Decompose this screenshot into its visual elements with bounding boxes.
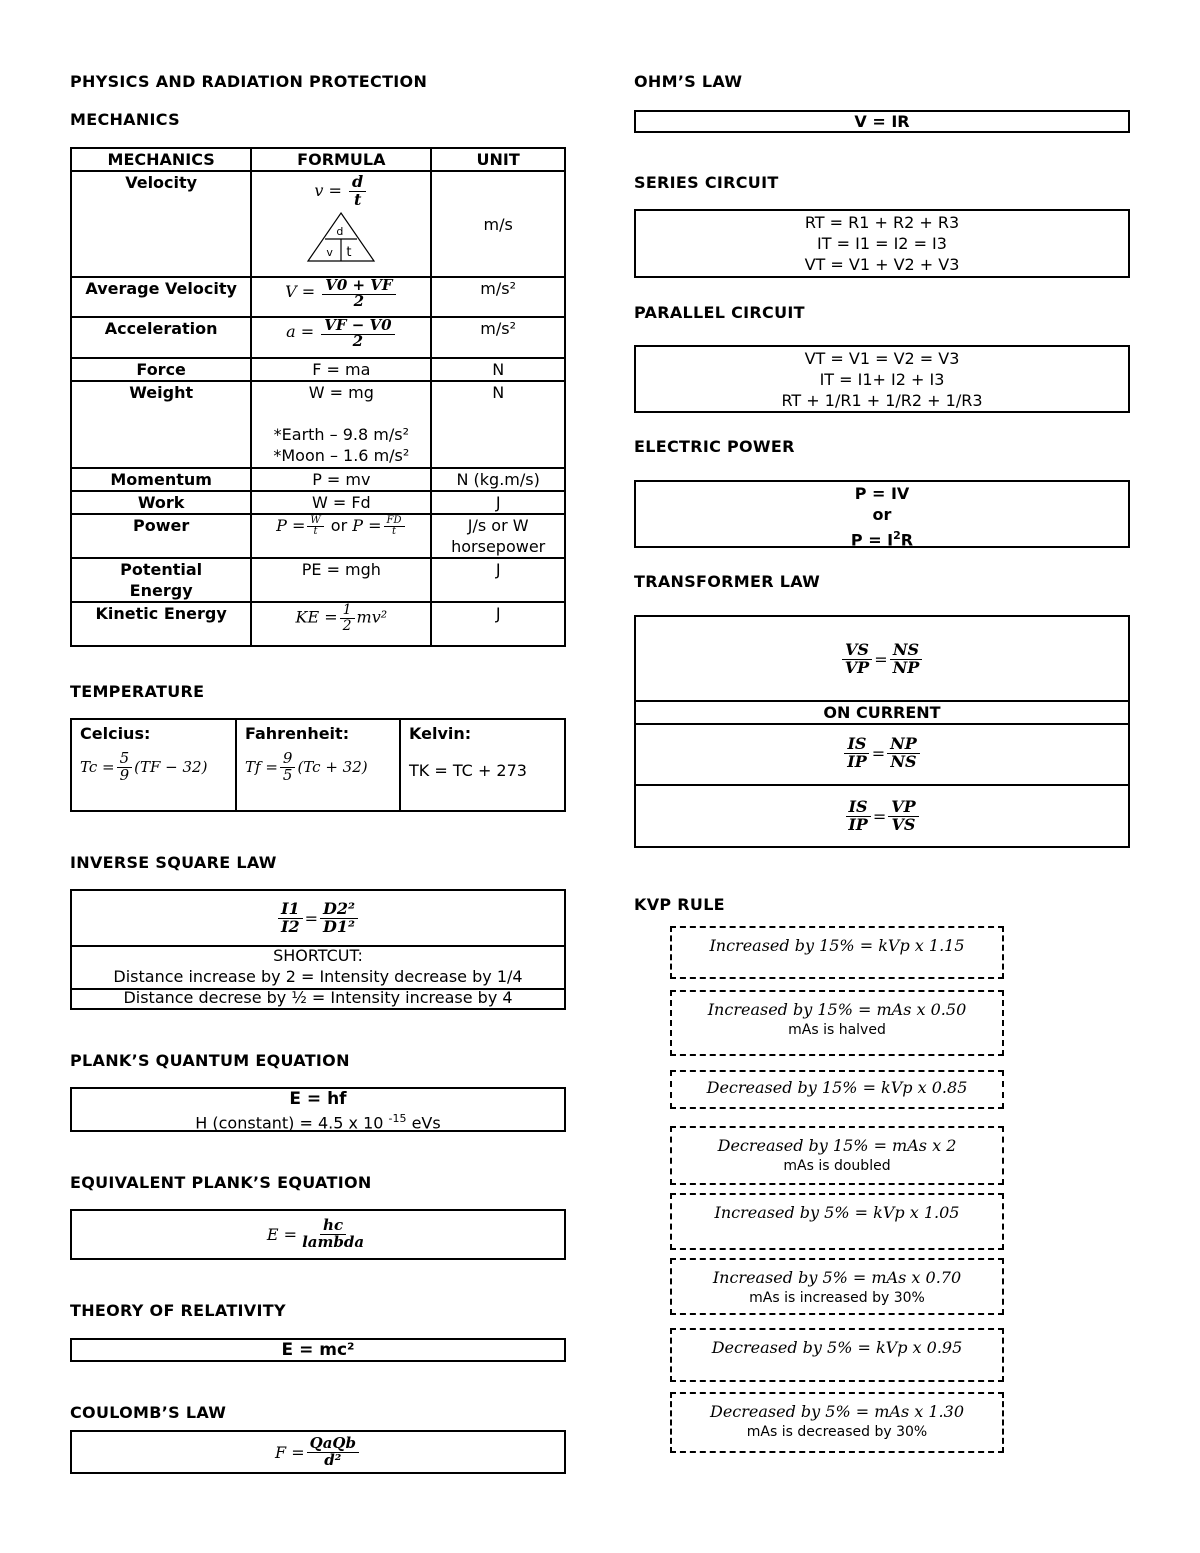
- velocity-formula: v = $\frac{d}{t}$ d v t: [251, 171, 431, 277]
- table-row: [71, 317, 565, 358]
- transformer-formula-voltage: $\frac{VS}{VP}$ = $\frac{NS}{NP}$: [636, 617, 1128, 702]
- temperature-heading: TEMPERATURE: [70, 682, 205, 701]
- power-formula: P = $\frac{W}{t}$ or P = $\frac{FD}{t}$: [251, 514, 431, 558]
- momentum-unit: N (kg.m/s): [431, 468, 565, 491]
- work-unit: J: [431, 491, 565, 514]
- temperature-box: [70, 718, 566, 812]
- page-title: PHYSICS AND RADIATION PROTECTION: [70, 72, 428, 91]
- table-row: [71, 514, 565, 558]
- coulomb-box: F = $\frac{\text{QaQb}}{\text{d²}}$: [70, 1430, 566, 1474]
- kvp-rule-box: Decreased by 15% = kVp x 0.85: [670, 1070, 1004, 1109]
- parallel-line: RT + 1/R1 + 1/R2 + 1/R3: [781, 391, 983, 410]
- table-row: [71, 602, 565, 646]
- series-box: [634, 209, 1130, 278]
- momentum-label: Momentum: [71, 468, 251, 491]
- acceleration-formula: a = $\frac{VF - V0}{2}$: [251, 317, 431, 358]
- inverse-square-box: [70, 889, 566, 1010]
- kinetic-energy-unit: J: [431, 602, 565, 646]
- plank-formula: E = hf: [289, 1089, 347, 1109]
- potential-energy-unit: J: [431, 558, 565, 602]
- kvp-rule-box: Decreased by 5% = mAs x 1.30 mAs is decreased by 30%: [670, 1392, 1004, 1453]
- avg-velocity-formula: V = $\frac{V0 + VF}{2}$: [251, 277, 431, 317]
- table-row: [71, 381, 565, 468]
- table-row: [71, 171, 565, 277]
- kvp-rule-box: Decreased by 5% = kVp x 0.95: [670, 1328, 1004, 1382]
- force-formula: F = ma: [251, 358, 431, 381]
- velocity-label: Velocity: [71, 171, 251, 277]
- kvp-heading: KVP RULE: [634, 895, 725, 914]
- kelvin-cell: Kelvin: TK = TC + 273: [409, 724, 527, 780]
- kvp-rule-box: Increased by 5% = mAs x 0.70 mAs is increased by 30%: [670, 1258, 1004, 1315]
- transformer-formula-current-1: $\frac{IS}{IP}$ = $\frac{NP}{NS}$: [636, 723, 1128, 783]
- relativity-heading: THEORY OF RELATIVITY: [70, 1301, 286, 1320]
- table-row: [71, 491, 565, 514]
- kvp-rule-box: Decreased by 15% = mAs x 2 mAs is doubled: [670, 1126, 1004, 1185]
- parallel-box: [634, 345, 1130, 413]
- momentum-formula: P = mv: [251, 468, 431, 491]
- series-line: RT = R1 + R2 + R3: [804, 213, 960, 232]
- kvp-rule-box: Increased by 15% = kVp x 1.15: [670, 926, 1004, 979]
- work-formula: W = Fd: [251, 491, 431, 514]
- equiv-plank-box: E = $\frac{hc}{\text{lambda}}$: [70, 1209, 566, 1260]
- col-mechanics: MECHANICS: [71, 148, 251, 171]
- power-line-3: $P = I^2R$: [850, 529, 914, 550]
- equiv-plank-heading: EQUIVALENT PLANK’S EQUATION: [70, 1173, 372, 1192]
- table-row: [71, 358, 565, 381]
- inverse-square-formula: $\frac{I1}{I2}$ = $\frac{\text{D2²}}{\text{D1²}}$: [72, 891, 564, 945]
- velocity-unit: m/s: [431, 171, 565, 277]
- transformer-box: [634, 615, 1130, 848]
- kinetic-energy-formula: KE = $\frac{1}{2}$ mv²: [251, 602, 431, 646]
- electric-power-heading: ELECTRIC POWER: [634, 437, 795, 456]
- relativity-formula: E = mc²: [70, 1338, 566, 1362]
- potential-energy-label: Potential Energy: [71, 558, 251, 602]
- velocity-triangle-icon: d v t: [306, 211, 376, 263]
- plank-heading: PLANK’S QUANTUM EQUATION: [70, 1051, 350, 1070]
- inverse-square-heading: INVERSE SQUARE LAW: [70, 853, 277, 872]
- on-current-label: ON CURRENT: [823, 703, 941, 722]
- weight-formula: W = mg *Earth – 9.8 m/s² *Moon – 1.6 m/s²: [251, 381, 431, 468]
- electric-power-box: [634, 480, 1130, 548]
- transformer-heading: TRANSFORMER LAW: [634, 572, 821, 591]
- parallel-line: IT = I1+ I2 + I3: [819, 370, 945, 389]
- series-line: IT = I1 = I2 = I3: [817, 234, 947, 253]
- force-unit: N: [431, 358, 565, 381]
- celcius-cell: Celcius: Tc = $\frac{5}{9}$ (TF − 32): [72, 720, 237, 810]
- work-label: Work: [71, 491, 251, 514]
- weight-label: Weight: [71, 381, 251, 468]
- kinetic-energy-label: Kinetic Energy: [71, 602, 251, 646]
- avg-velocity-unit: m/s²: [431, 277, 565, 317]
- kvp-rule-box: Increased by 5% = kVp x 1.05: [670, 1193, 1004, 1250]
- table-row: [71, 277, 565, 317]
- ohm-formula: V = IR: [634, 110, 1130, 133]
- col-formula: FORMULA: [251, 148, 431, 171]
- table-row: [71, 558, 565, 602]
- kvp-rule-box: Increased by 15% = mAs x 0.50 mAs is halved: [670, 990, 1004, 1056]
- plank-box: [70, 1087, 566, 1132]
- transformer-formula-current-2: $\frac{IS}{IP}$ = $\frac{VP}{VS}$: [636, 786, 1128, 846]
- table-row: [71, 468, 565, 491]
- mechanics-heading: MECHANICS: [70, 110, 180, 129]
- shortcut-line-2: Distance decrese by ½ = Intensity increase by 4: [123, 988, 513, 1007]
- mechanics-table: [70, 147, 566, 647]
- power-line-1: P = IV: [854, 484, 910, 503]
- series-heading: SERIES CIRCUIT: [634, 173, 779, 192]
- coulomb-heading: COULOMB’S LAW: [70, 1403, 227, 1422]
- parallel-line: VT = V1 = V2 = V3: [804, 349, 960, 368]
- shortcut-label: SHORTCUT:: [273, 946, 363, 965]
- power-label: Power: [71, 514, 251, 558]
- power-line-2: or: [872, 505, 892, 524]
- parallel-heading: PARALLEL CIRCUIT: [634, 303, 805, 322]
- ohm-heading: OHM’S LAW: [634, 72, 743, 91]
- potential-energy-formula: PE = mgh: [251, 558, 431, 602]
- power-unit: J/s or W horsepower: [431, 514, 565, 558]
- series-line: VT = V1 + V2 + V3: [804, 255, 960, 274]
- avg-velocity-label: Average Velocity: [71, 277, 251, 317]
- weight-unit: N: [431, 381, 565, 468]
- plank-constant: H (constant) = 4.5 x 10 $^{-15}$ eVs: [195, 1112, 441, 1133]
- col-unit: UNIT: [431, 148, 565, 171]
- shortcut-line-1: Distance increase by 2 = Intensity decrease by 1/4: [113, 967, 523, 986]
- force-label: Force: [71, 358, 251, 381]
- acceleration-unit: m/s²: [431, 317, 565, 358]
- fahrenheit-cell: Fahrenheit: Tf = $\frac{9}{5}$ (Tc + 32): [237, 720, 401, 810]
- acceleration-label: Acceleration: [71, 317, 251, 358]
